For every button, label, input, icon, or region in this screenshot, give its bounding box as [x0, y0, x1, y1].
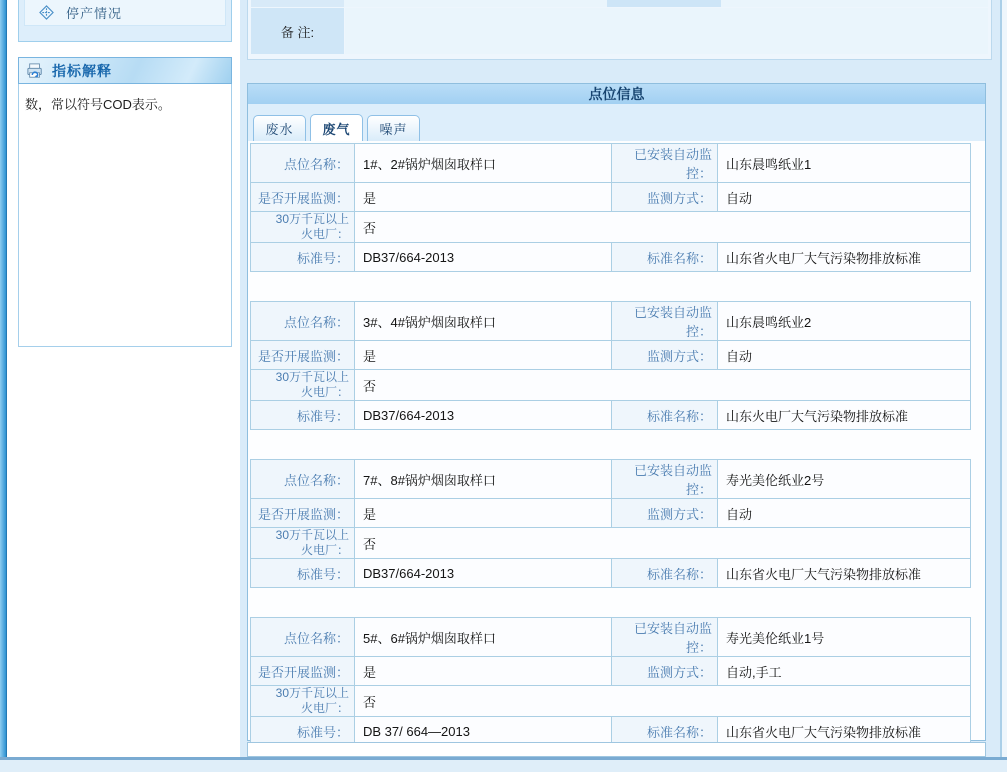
sidebar-panel-indicator-explain [18, 57, 232, 347]
label-point-name: 点位名称： [251, 618, 355, 657]
label-standard-no: 标准号： [251, 559, 355, 588]
value-standard-name: 山东省火电厂大气污染物排放标准 [718, 559, 971, 588]
label-standard-name: 标准名称： [612, 559, 718, 588]
value-monitoring-started: 是 [355, 183, 612, 212]
indicator-explain-header [18, 57, 232, 84]
value-auto-monitor: 寿光美伦纸业2号 [718, 460, 971, 499]
indicator-explain-body: 数，常以符号COD表示。 [18, 84, 232, 347]
value-point-name: 3#、4#锅炉烟囱取样口 [355, 302, 612, 341]
label-monitor-method: 监测方式： [612, 183, 718, 212]
label-power-plant: 30万千瓦以上 火电厂： [251, 212, 355, 243]
label-monitor-method: 监测方式： [612, 499, 718, 528]
point-info-panel [247, 83, 986, 741]
value-power-plant: 否 [355, 528, 971, 559]
label-standard-no: 标准号： [251, 243, 355, 272]
label-point-name: 点位名称： [251, 302, 355, 341]
value-point-name: 1#、2#锅炉烟囱取样口 [355, 144, 612, 183]
sidebar-item-stop-production[interactable] [24, 0, 226, 26]
point-table-3 [250, 459, 971, 588]
value-monitoring-started: 是 [355, 499, 612, 528]
label-auto-monitor: 已安装自动监控： [612, 144, 718, 183]
label-point-name: 点位名称： [251, 460, 355, 499]
remark-section [247, 0, 992, 60]
label-auto-monitor: 已安装自动监控： [612, 302, 718, 341]
value-auto-monitor: 寿光美伦纸业1号 [718, 618, 971, 657]
label-point-name: 点位名称： [251, 144, 355, 183]
value-monitor-method: 自动 [718, 499, 971, 528]
tab-waste-gas[interactable]: 废气 [310, 114, 363, 141]
label-standard-name: 标准名称： [612, 243, 718, 272]
tab-strip [248, 104, 985, 141]
value-monitor-method: 自动 [718, 183, 971, 212]
value-power-plant: 否 [355, 370, 971, 401]
value-standard-name: 山东省火电厂大气污染物排放标准 [718, 717, 971, 746]
value-point-name: 5#、6#锅炉烟囱取样口 [355, 618, 612, 657]
value-standard-name: 山东火电厂大气污染物排放标准 [718, 401, 971, 430]
value-monitoring-started: 是 [355, 341, 612, 370]
sidebar-item-label: 停产情况 [66, 6, 123, 21]
value-auto-monitor: 山东晨鸣纸业1 [718, 144, 971, 183]
value-power-plant: 否 [355, 686, 971, 717]
value-standard-no: DB37/664-2013 [355, 401, 612, 430]
label-power-plant: 30万千瓦以上 火电厂： [251, 370, 355, 401]
point-table-1 [250, 143, 971, 272]
value-auto-monitor: 山东晨鸣纸业2 [718, 302, 971, 341]
point-table-2 [250, 301, 971, 430]
value-monitor-method: 自动 [718, 341, 971, 370]
remark-value [345, 8, 988, 54]
value-standard-no: DB37/664-2013 [355, 243, 612, 272]
label-auto-monitor: 已安装自动监控： [612, 460, 718, 499]
label-monitor-method: 监测方式： [612, 341, 718, 370]
sidebar-panel-stop-production [18, 0, 232, 42]
next-panel-strip [247, 742, 986, 757]
point-table-4 [250, 617, 971, 746]
value-standard-name: 山东省火电厂大气污染物排放标准 [718, 243, 971, 272]
footer-bar [0, 760, 1007, 772]
print-doc-icon [26, 63, 44, 79]
tab-wastewater[interactable]: 废水 [253, 115, 306, 141]
label-standard-name: 标准名称： [612, 717, 718, 746]
label-monitoring-started: 是否开展监测： [251, 183, 355, 212]
page-right-padding [1002, 0, 1007, 758]
value-power-plant: 否 [355, 212, 971, 243]
left-accent-bar [0, 0, 7, 758]
label-monitor-method: 监测方式： [612, 657, 718, 686]
value-point-name: 7#、8#锅炉烟囱取样口 [355, 460, 612, 499]
label-monitoring-started: 是否开展监测： [251, 499, 355, 528]
value-standard-no: DB 37/ 664—2013 [355, 717, 612, 746]
label-auto-monitor: 已安装自动监控： [612, 618, 718, 657]
label-monitoring-started: 是否开展监测： [251, 341, 355, 370]
tab-noise[interactable]: 噪声 [367, 115, 420, 141]
label-standard-name: 标准名称： [612, 401, 718, 430]
move-crosshair-icon [39, 5, 54, 20]
label-standard-no: 标准号： [251, 717, 355, 746]
remark-row [251, 8, 988, 54]
remark-label: 备 注: [251, 8, 344, 54]
value-standard-no: DB37/664-2013 [355, 559, 612, 588]
panel-title: 点位信息 [248, 84, 985, 104]
label-power-plant: 30万千瓦以上 火电厂： [251, 686, 355, 717]
label-standard-no: 标准号： [251, 401, 355, 430]
label-monitoring-started: 是否开展监测： [251, 657, 355, 686]
value-monitoring-started: 是 [355, 657, 612, 686]
label-power-plant: 30万千瓦以上 火电厂： [251, 528, 355, 559]
indicator-explain-title: 指标解释 [52, 62, 112, 79]
remark-partial-row [251, 0, 988, 7]
value-monitor-method: 自动,手工 [718, 657, 971, 686]
tab-content [248, 141, 985, 746]
